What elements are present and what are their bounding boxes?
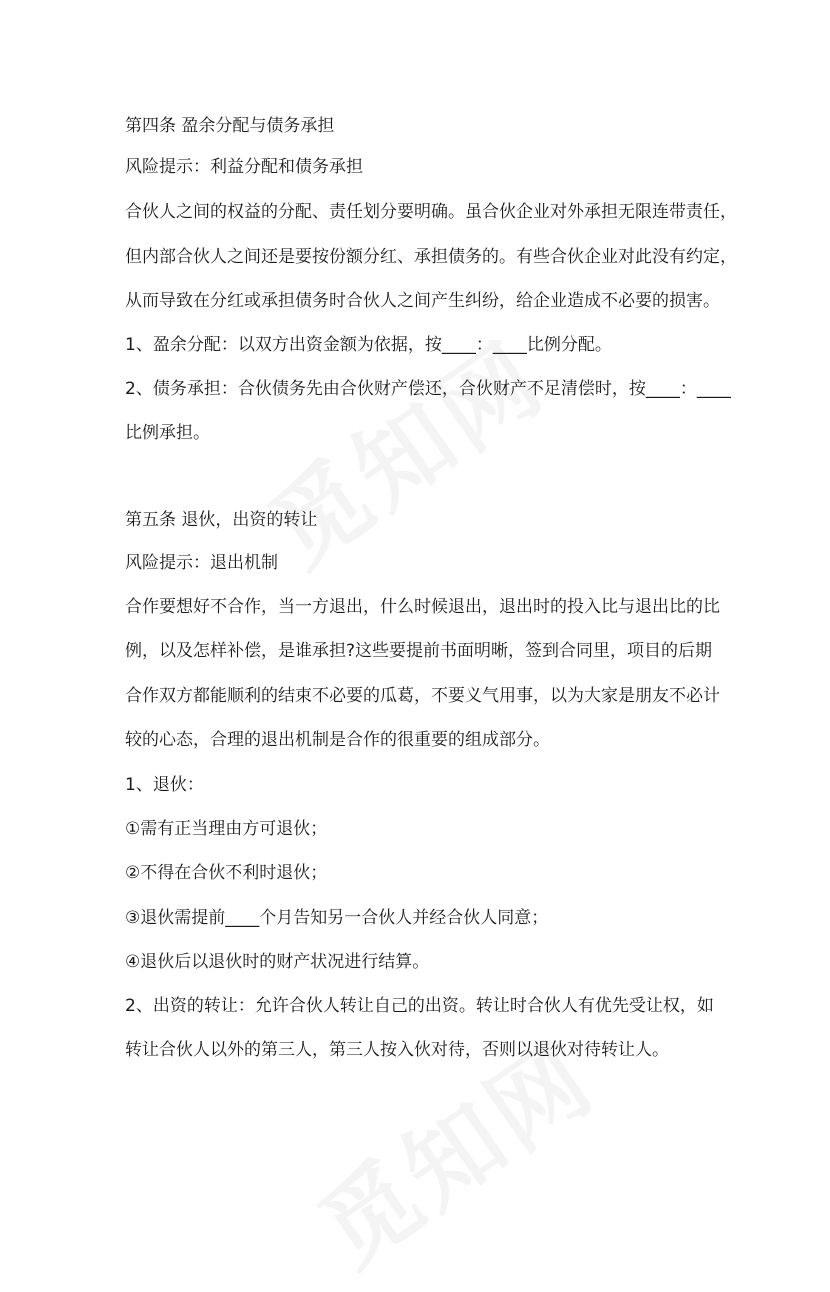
paragraph-line: 合伙人之间的权益的分配、责任划分要明确。虽合伙企业对外承担无限连带责任， <box>125 202 737 222</box>
paragraph-line: 例，以及怎样补偿，是谁承担?这些要提前书面明晰，签到合同里，项目的后期 <box>125 641 713 661</box>
risk-tip: 风险提示：退出机制 <box>125 553 278 573</box>
clause-item: 2、出资的转让：允许合伙人转让自己的出资。转让时合伙人有优先受让权，如 <box>125 996 714 1016</box>
paragraph-line: 从而导致在分红或承担债务时合伙人之间产生纠纷，给企业造成不必要的损害。 <box>125 291 720 311</box>
paragraph-line: 合作要想好不合作，当一方退出，什么时候退出，退出时的投入比与退出比的比 <box>125 597 720 617</box>
clause-item: 2、债务承担：合伙债务先由合伙财产偿还，合伙财产不足清偿时，按____：____ <box>125 379 731 399</box>
paragraph-line: 合作双方都能顺利的结束不必要的瓜葛，不要义气用事，以为大家是朋友不必计 <box>125 686 720 706</box>
sub-item: ②不得在合伙不利时退伙； <box>125 863 328 883</box>
clause-item: 1、退伙： <box>125 775 204 795</box>
section-heading: 第五条 退伙，出资的转让 <box>125 510 318 530</box>
clause-item: 1、盈余分配：以双方出资金额为依据，按____：____比例分配。 <box>125 335 612 355</box>
risk-tip: 风险提示：利益分配和债务承担 <box>125 157 363 177</box>
section-heading: 第四条 盈余分配与债务承担 <box>125 116 335 136</box>
paragraph-line: 但内部合伙人之间还是要按份额分红、承担债务的。有些合伙企业对此没有约定， <box>125 247 737 267</box>
sub-item: ④退伙后以退伙时的财产状况进行结算。 <box>125 952 430 972</box>
paragraph-line: 较的心态，合理的退出机制是合作的很重要的组成部分。 <box>125 730 550 750</box>
sub-item: ③退伙需提前____个月告知另一合伙人并经合伙人同意； <box>125 908 549 928</box>
sub-item: ①需有正当理由方可退伙； <box>125 819 328 839</box>
clause-item: 转让合伙人以外的第三人，第三人按入伙对待，否则以退伙对待转让人。 <box>125 1040 669 1060</box>
clause-item: 比例承担。 <box>125 423 210 443</box>
